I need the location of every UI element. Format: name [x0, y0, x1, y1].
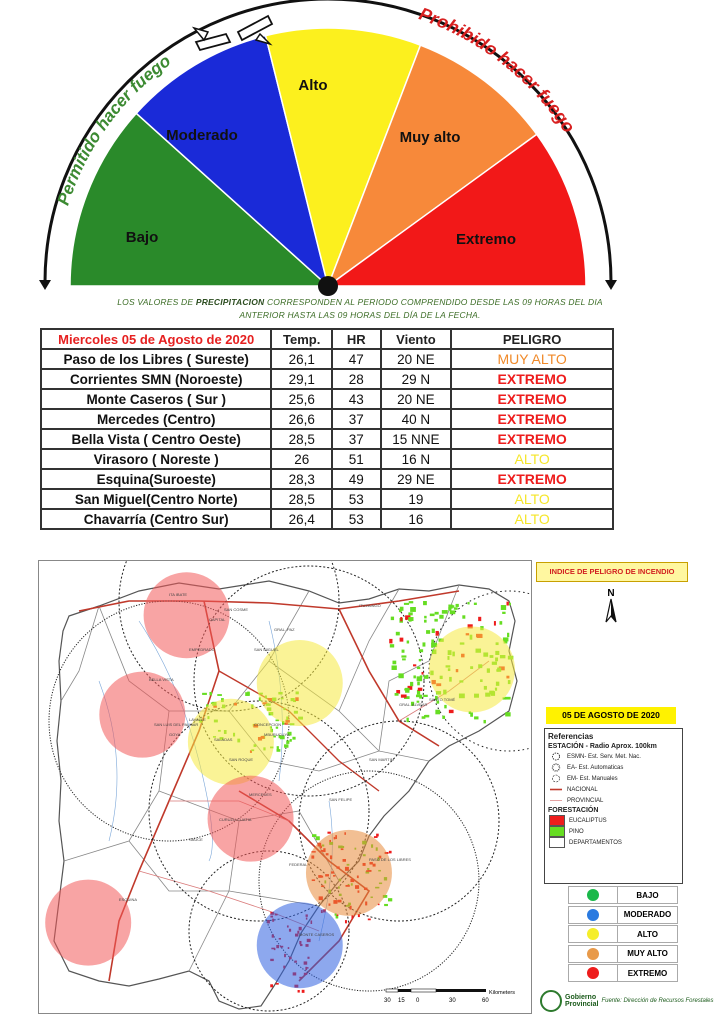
wind-header: Viento	[381, 329, 452, 349]
table-row	[41, 469, 613, 489]
place-label: MONTE CASEROS	[299, 932, 335, 937]
place-label: SAN MARTIN	[369, 757, 394, 762]
place-label: ITUZAINGO	[359, 603, 381, 608]
place-label: CAPITAL	[209, 617, 226, 622]
table-row	[41, 389, 613, 409]
legend-item-ea: EA- Est. Automaticas	[545, 762, 682, 773]
forest-patch	[435, 612, 439, 615]
table-row	[41, 509, 613, 529]
forest-patch	[420, 675, 423, 677]
forest-patch	[401, 694, 407, 697]
forest-patch	[499, 621, 502, 625]
place-label: GRAL. PAZ	[274, 627, 295, 632]
station-em-icon	[549, 774, 563, 783]
forest-patch	[286, 740, 289, 743]
humidity-cell: 37	[332, 409, 381, 429]
forest-patch	[384, 904, 388, 906]
permitted-fire-label: Permitido hacer fuego	[53, 51, 175, 208]
forest-patch	[298, 990, 300, 993]
forest-patch	[450, 610, 456, 614]
legend-item-departamentos: DEPARTAMENTOS	[545, 837, 682, 848]
forest-patch	[424, 675, 428, 678]
forest-patch	[368, 919, 371, 921]
wind-cell: 15 NNE	[381, 429, 452, 449]
station-name: Chavarría (Centro Sur)	[41, 509, 271, 529]
forest-patch	[506, 602, 508, 606]
place-label: SALADAS	[214, 737, 233, 742]
place-label: SANTO TOMÉ	[429, 697, 456, 702]
danger-cell: ALTO	[451, 509, 613, 529]
forest-patch	[483, 720, 485, 723]
wind-cell: 19	[381, 489, 452, 509]
forest-patch	[470, 713, 473, 717]
government-seal-icon	[540, 990, 562, 1012]
forest-patch	[430, 614, 435, 617]
place-label: ESQUINA	[119, 897, 138, 902]
forest-patch	[316, 836, 320, 840]
humidity-cell: 53	[332, 489, 381, 509]
station-name: Bella Vista ( Centro Oeste)	[41, 429, 271, 449]
forest-patch	[474, 716, 478, 719]
national-road-icon	[549, 785, 563, 794]
place-label: CONCEPCION	[254, 722, 282, 727]
eucaliptus-swatch	[549, 815, 565, 826]
legend-station-header: ESTACIÓN - Radio Aprox. 100km	[548, 743, 657, 750]
place-label: SAUCE	[189, 837, 203, 842]
station-name: Paso de los Libres ( Sureste)	[41, 349, 271, 369]
weather-stations-table	[40, 328, 614, 530]
wind-cell: 29 NE	[381, 469, 452, 489]
danger-legend-label: EXTREMO	[618, 964, 678, 982]
forest-patch	[390, 644, 394, 647]
arrow-left-icon	[39, 280, 51, 290]
danger-level-legend	[568, 886, 678, 980]
forest-patch	[418, 688, 423, 691]
wind-cell: 16 N	[381, 449, 452, 469]
forest-patch	[424, 616, 426, 619]
gauge-label-bajo: Bajo	[125, 229, 159, 246]
danger-cell: EXTREMO	[451, 469, 613, 489]
forest-patch	[436, 631, 439, 636]
forest-patch	[277, 746, 279, 750]
place-label: SAN FELIPE	[329, 797, 353, 802]
station-ea-icon	[549, 763, 563, 772]
notice-text-1: LOS VALORES DE	[117, 297, 196, 307]
place-label: LAVALLE	[189, 717, 206, 722]
legend-item-pino: PINO	[545, 826, 682, 837]
forest-patch	[422, 716, 426, 719]
scale-tick-1: 15	[398, 998, 405, 1004]
place-label: FEDERAL	[289, 862, 308, 867]
station-name: Mercedes (Centro)	[41, 409, 271, 429]
forest-patch	[417, 667, 420, 669]
forest-patch	[408, 612, 412, 615]
forest-patch	[345, 920, 347, 923]
forest-patch	[439, 615, 443, 619]
source-credit	[540, 990, 715, 1012]
forest-patch	[468, 602, 470, 605]
temperature-cell: 28,3	[271, 469, 332, 489]
wind-cell: 20 NE	[381, 389, 452, 409]
table-row	[41, 449, 613, 469]
temperature-cell: 29,1	[271, 369, 332, 389]
notice-line-2: ANTERIOR HASTA LAS 09 HORAS DEL DÍA DE LA FECHA.	[239, 310, 481, 320]
forest-patch	[505, 697, 511, 700]
forest-patch	[376, 834, 379, 837]
scale-tick-3: 30	[449, 998, 456, 1004]
place-label: PASO DE LOS LIBRES	[369, 857, 411, 862]
map-date-label: 05 DE AGOSTO DE 2020	[546, 707, 676, 724]
danger-legend-item	[568, 925, 678, 943]
table-row	[41, 349, 613, 369]
corrientes-map	[38, 560, 532, 1014]
legend-item-em: EM- Est. Manuales	[545, 773, 682, 784]
north-arrow-icon	[596, 586, 626, 626]
source-text: Fuente: Dirección de Recursos Forestales	[601, 998, 714, 1004]
forest-patch	[434, 619, 437, 622]
forest-patch	[419, 649, 423, 652]
forest-patch	[444, 705, 446, 708]
forest-patch	[395, 693, 399, 696]
scale-tick-2: 0	[416, 998, 420, 1004]
legend-item-eucaliptus: EUCALIPTUS	[545, 815, 682, 826]
forest-patch	[409, 601, 413, 603]
place-label: SAN LUIS DEL PALMAR	[154, 722, 199, 727]
precipitation-notice	[40, 296, 680, 322]
temperature-cell: 28,5	[271, 429, 332, 449]
station-esmn-icon	[549, 752, 563, 761]
forest-patch	[396, 632, 400, 636]
danger-dot-icon	[568, 886, 618, 904]
danger-circle	[257, 902, 343, 988]
forest-patch	[405, 688, 409, 693]
station-name: Virasoro ( Noreste )	[41, 449, 271, 469]
forest-patch	[456, 604, 459, 607]
forest-patch	[478, 617, 481, 621]
forest-patch	[449, 710, 454, 713]
temperature-cell: 26,4	[271, 509, 332, 529]
wind-cell: 16	[381, 509, 452, 529]
danger-legend-item	[568, 945, 678, 963]
forest-patch	[413, 675, 415, 678]
place-label: EMPEDRADO	[189, 647, 215, 652]
forest-patch	[392, 665, 397, 670]
forest-patch	[398, 673, 403, 678]
forest-patch	[389, 639, 392, 643]
scale-unit: Kilometers	[489, 990, 515, 996]
wind-cell: 29 N	[381, 369, 452, 389]
forest-patch	[422, 672, 424, 675]
danger-legend-label: ALTO	[618, 925, 678, 943]
forest-patch	[401, 655, 406, 657]
danger-cell: ALTO	[451, 489, 613, 509]
place-label: ITA IBATE	[169, 592, 188, 597]
danger-cell: EXTREMO	[451, 429, 613, 449]
danger-legend-item	[568, 906, 678, 924]
gauge-label-alto: Alto	[298, 77, 328, 94]
forest-patch	[407, 640, 409, 643]
danger-circle	[99, 672, 185, 758]
date-header: Miercoles 05 de Agosto de 2020	[41, 329, 271, 349]
danger-legend-item	[568, 886, 678, 904]
gauge-label-muy-alto: Muy alto	[399, 129, 461, 146]
forest-patch	[494, 621, 496, 626]
gauge-label-extremo: Extremo	[455, 231, 517, 248]
north-label: N	[607, 588, 615, 599]
forest-patch	[501, 605, 506, 610]
forest-patch	[448, 605, 452, 609]
danger-legend-label: MUY ALTO	[618, 945, 678, 963]
forest-patch	[426, 630, 430, 634]
forest-patch	[292, 737, 295, 740]
legend-item-national-road: NACIONAL	[545, 784, 682, 795]
danger-circle	[45, 880, 131, 966]
gauge-label-moderado: Moderado	[166, 127, 238, 144]
forest-patch	[209, 692, 212, 695]
forest-patch	[247, 692, 250, 696]
place-label: MERCEDES	[249, 792, 272, 797]
forest-patch	[389, 851, 392, 854]
humidity-cell: 51	[332, 449, 381, 469]
forest-patch	[276, 983, 279, 985]
danger-legend-label: BAJO	[618, 886, 678, 904]
station-name: Monte Caseros ( Sur )	[41, 389, 271, 409]
fire-danger-gauge	[0, 0, 720, 296]
map-legend	[544, 728, 683, 884]
legend-title: Referencias	[548, 732, 594, 741]
forest-patch	[454, 607, 458, 609]
forest-patch	[217, 694, 222, 696]
forest-patch	[337, 914, 339, 916]
place-label: BELLA VISTA	[149, 677, 174, 682]
pino-swatch	[549, 826, 565, 837]
scale-tick-0: 30	[384, 998, 391, 1004]
forest-patch	[442, 716, 445, 719]
table-row	[41, 409, 613, 429]
forest-patch	[388, 898, 392, 901]
danger-dot-icon	[568, 925, 618, 943]
forest-patch	[408, 617, 413, 621]
map-title: INDICE DE PELIGRO DE INCENDIO	[536, 562, 688, 582]
temperature-cell: 25,6	[271, 389, 332, 409]
humidity-cell: 53	[332, 509, 381, 529]
danger-legend-label: MODERADO	[618, 906, 678, 924]
forest-patch	[406, 718, 408, 722]
forest-patch	[435, 710, 440, 715]
forest-patch	[423, 601, 427, 605]
station-name: Esquina(Suroeste)	[41, 469, 271, 489]
departamentos-swatch	[549, 837, 565, 848]
humidity-cell: 43	[332, 389, 381, 409]
forest-patch	[402, 650, 405, 653]
forest-patch	[402, 658, 406, 660]
forest-patch	[413, 664, 416, 666]
wind-cell: 20 NE	[381, 349, 452, 369]
table-header-row	[41, 329, 613, 349]
hr-header: HR	[332, 329, 381, 349]
forest-patch	[509, 603, 511, 606]
forest-patch	[327, 832, 330, 834]
humidity-cell: 28	[332, 369, 381, 389]
legend-forest-header: FORESTACIÓN	[548, 807, 599, 814]
forest-patch	[422, 642, 425, 646]
danger-dot-icon	[568, 945, 618, 963]
forest-patch	[391, 617, 394, 621]
place-label: SAN ROQUE	[229, 757, 254, 762]
temp-header: Temp.	[271, 329, 332, 349]
danger-cell: ALTO	[451, 449, 613, 469]
danger-circle	[257, 640, 343, 726]
forest-patch	[474, 603, 477, 605]
government-name: Gobierno Provincial	[565, 994, 599, 1008]
forest-patch	[410, 607, 416, 612]
forest-patch	[202, 693, 207, 695]
temperature-cell: 26,6	[271, 409, 332, 429]
danger-dot-icon	[568, 906, 618, 924]
humidity-cell: 49	[332, 469, 381, 489]
forest-patch	[502, 612, 505, 614]
danger-dot-icon	[568, 964, 618, 982]
temperature-cell: 26	[271, 449, 332, 469]
danger-cell: MUY ALTO	[451, 349, 613, 369]
gauge-pivot	[318, 276, 338, 296]
arrow-right-icon	[605, 280, 617, 290]
forest-patch	[392, 661, 396, 665]
humidity-cell: 47	[332, 349, 381, 369]
danger-circle	[144, 572, 230, 658]
forest-patch	[442, 610, 448, 614]
humidity-cell: 37	[332, 429, 381, 449]
place-label: CURUZU CUATIA	[219, 817, 252, 822]
forest-patch	[419, 659, 421, 661]
forest-patch	[410, 682, 413, 686]
prohibited-fire-label: Prohibido hacer fuego	[416, 3, 580, 137]
danger-cell: EXTREMO	[451, 409, 613, 429]
forest-patch	[404, 603, 409, 605]
forest-patch	[302, 990, 305, 993]
scale-bar	[384, 989, 515, 1004]
forest-patch	[399, 609, 402, 612]
place-label: GOYA	[169, 732, 181, 737]
forest-patch	[270, 984, 273, 987]
forest-patch	[290, 739, 292, 742]
station-name: San Miguel(Centro Norte)	[41, 489, 271, 509]
danger-legend-item	[568, 964, 678, 982]
forest-patch	[462, 615, 465, 618]
danger-cell: EXTREMO	[451, 369, 613, 389]
temperature-cell: 28,5	[271, 489, 332, 509]
forest-patch	[507, 633, 509, 637]
forest-patch	[423, 695, 428, 697]
scale-tick-4: 60	[482, 998, 489, 1004]
forest-patch	[417, 682, 420, 686]
provincial-road-icon	[549, 796, 563, 805]
place-label: MBURUCUYA	[264, 732, 290, 737]
temperature-cell: 26,1	[271, 349, 332, 369]
place-label: SAN MIGUEL	[254, 647, 279, 652]
place-label: SAN COSME	[224, 607, 249, 612]
place-label: GRAL. ALVEAR	[399, 702, 428, 707]
forest-patch	[505, 712, 510, 716]
table-row	[41, 369, 613, 389]
table-row	[41, 489, 613, 509]
notice-keyword: PRECIPITACION	[195, 297, 265, 307]
legend-item-provincial-road: PROVINCIAL	[545, 795, 682, 806]
station-name: Corrientes SMN (Noroeste)	[41, 369, 271, 389]
danger-header: PELIGRO	[451, 329, 613, 349]
notice-text-2: CORRESPONDEN AL PERIODO COMPRENDIDO DESDE LAS 09 HORAS DEL DIA	[264, 297, 603, 307]
legend-item-esmn: ESMN- Est. Serv. Met. Nac.	[545, 751, 682, 762]
forest-patch	[284, 744, 288, 747]
forest-patch	[416, 695, 421, 698]
wind-cell: 40 N	[381, 409, 452, 429]
forest-patch	[400, 617, 402, 621]
danger-cell: EXTREMO	[451, 389, 613, 409]
table-row	[41, 429, 613, 449]
danger-circle	[306, 830, 392, 916]
forest-patch	[432, 629, 435, 633]
forest-patch	[400, 638, 404, 642]
forest-patch	[424, 620, 427, 623]
